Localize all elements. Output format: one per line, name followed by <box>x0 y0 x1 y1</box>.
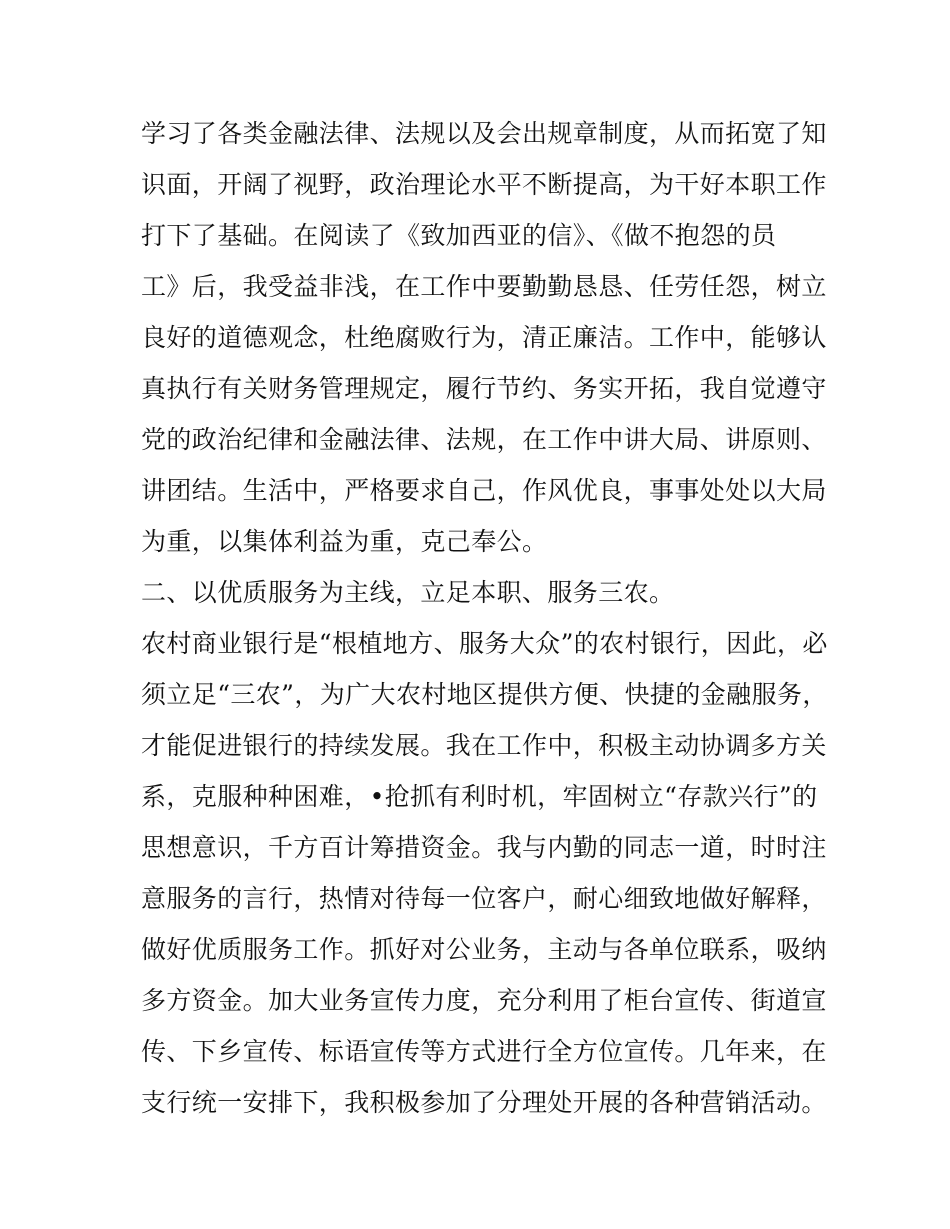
body-text <box>141 108 828 1128</box>
text-line: 工》后，我受益非浅，在工作中要勤勤恳恳、任劳任怨，树立 <box>141 272 827 301</box>
section-heading: 二、以优质服务为主线，立足本职、服务三农。 <box>141 578 675 607</box>
text-line: 须立足“三农”，为广大农村地区提供方便、快捷的金融服务， <box>141 680 828 709</box>
text-line: 识面，开阔了视野，政治理论水平不断提高，为干好本职工作 <box>141 170 827 199</box>
text-line: 打下了基础。在阅读了《致加西亚的信》、《做不抱怨的员 <box>141 221 777 250</box>
text-line: 意服务的言行，热情对待每一位客户，耐心细致地做好解释， <box>141 884 827 913</box>
text-line: 真执行有关财务管理规定，履行节约、务实开拓，我自觉遵守 <box>141 374 827 403</box>
text-line: 学习了各类金融法律、法规以及会出规章制度，从而拓宽了知 <box>141 119 827 148</box>
text-line: 农村商业银行是“根植地方、服务大众”的农村银行，因此，必 <box>141 629 828 658</box>
text-line: 才能促进银行的持续发展。我在工作中，积极主动协调多方关 <box>141 731 827 760</box>
text-line: 支行统一安排下，我积极参加了分理处开展的各种营销活动。 <box>141 1088 827 1117</box>
text-line: 思想意识，千方百计筹措资金。我与内勤的同志一道，时时注 <box>141 833 827 862</box>
text-line: 良好的道德观念，杜绝腐败行为，清正廉洁。工作中，能够认 <box>141 323 827 352</box>
text-line: 系，克服种种困难，•抢抓有利时机，牢固树立“存款兴行”的 <box>141 782 818 811</box>
text-line: 传、下乡宣传、标语宣传等方式进行全方位宣传。几年来，在 <box>141 1037 827 1066</box>
text-line: 党的政治纪律和金融法律、法规，在工作中讲大局、讲原则、 <box>141 425 827 454</box>
text-line: 为重，以集体利益为重，克己奉公。 <box>141 527 548 556</box>
text-line: 讲团结。生活中，严格要求自己，作风优良，事事处处以大局 <box>141 476 827 505</box>
text-line: 做好优质服务工作。抓好对公业务，主动与各单位联系，吸纳 <box>141 935 827 964</box>
text-line: 多方资金。加大业务宣传力度，充分利用了柜台宣传、街道宣 <box>141 986 827 1015</box>
